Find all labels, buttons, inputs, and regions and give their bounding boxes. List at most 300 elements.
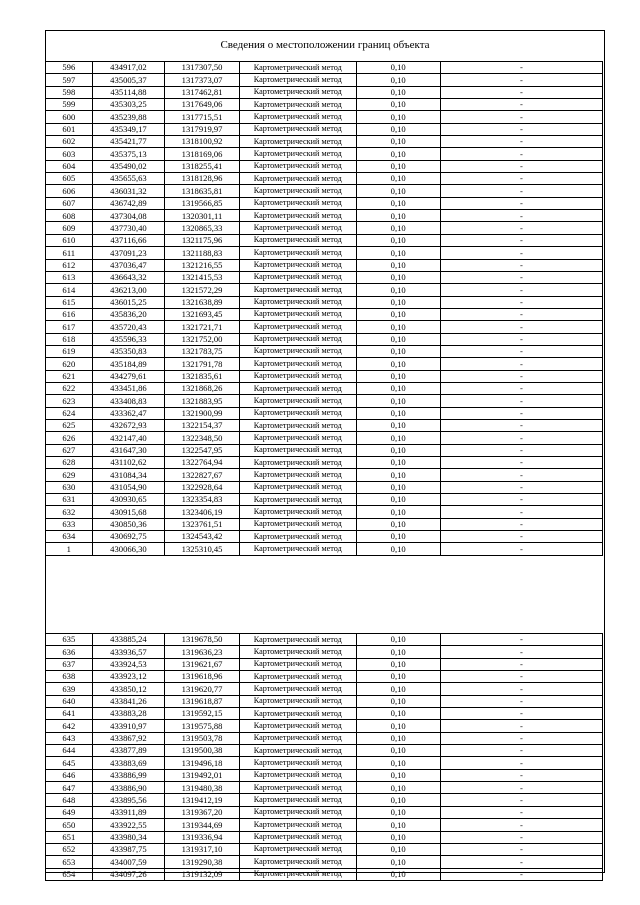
table-row [46,284,603,296]
coordinates-table-lower [45,633,603,881]
x-coordinate-cell: 432147,40 [92,432,165,444]
description-cell: - [440,62,602,74]
description-cell: - [440,432,602,444]
x-coordinate-cell: 436213,00 [92,284,165,296]
accuracy-cell: 0,10 [356,148,440,160]
accuracy-cell: 0,10 [356,358,440,370]
point-number-cell: 629 [46,469,93,481]
description-cell: - [440,732,602,744]
document-frame [45,30,605,879]
table-row [46,247,603,259]
table-row [46,358,603,370]
point-number-cell: 654 [46,868,93,880]
table-row [46,732,603,744]
y-coordinate-cell: 1319492,01 [165,769,240,781]
x-coordinate-cell: 435184,89 [92,358,165,370]
point-number-cell: 639 [46,683,93,695]
table-row [46,148,603,160]
description-cell: - [440,794,602,806]
accuracy-cell: 0,10 [356,843,440,855]
method-cell: Картометрический метод [239,271,356,283]
y-coordinate-cell: 1322928,64 [165,481,240,493]
table-row [46,806,603,818]
accuracy-cell: 0,10 [356,671,440,683]
description-cell: - [440,658,602,670]
method-cell: Картометрический метод [239,782,356,794]
description-cell: - [440,831,602,843]
accuracy-cell: 0,10 [356,806,440,818]
point-number-cell: 652 [46,843,93,855]
description-cell: - [440,819,602,831]
x-coordinate-cell: 433867,92 [92,732,165,744]
x-coordinate-cell: 433885,24 [92,634,165,646]
description-cell: - [440,358,602,370]
y-coordinate-cell: 1322348,50 [165,432,240,444]
accuracy-cell: 0,10 [356,395,440,407]
y-coordinate-cell: 1319336,94 [165,831,240,843]
accuracy-cell: 0,10 [356,419,440,431]
point-number-cell: 635 [46,634,93,646]
description-cell: - [440,769,602,781]
accuracy-cell: 0,10 [356,506,440,518]
y-coordinate-cell: 1322827,67 [165,469,240,481]
accuracy-cell: 0,10 [356,284,440,296]
x-coordinate-cell: 433911,89 [92,806,165,818]
accuracy-cell: 0,10 [356,831,440,843]
y-coordinate-cell: 1323406,19 [165,506,240,518]
description-cell: - [440,708,602,720]
description-cell: - [440,271,602,283]
accuracy-cell: 0,10 [356,345,440,357]
description-cell: - [440,543,602,555]
description-cell: - [440,745,602,757]
method-cell: Картометрический метод [239,160,356,172]
x-coordinate-cell: 435720,43 [92,321,165,333]
point-number-cell: 636 [46,646,93,658]
point-number-cell: 646 [46,769,93,781]
description-cell: - [440,99,602,111]
table-row [46,634,603,646]
y-coordinate-cell: 1319367,20 [165,806,240,818]
accuracy-cell: 0,10 [356,123,440,135]
table-row [46,370,603,382]
point-number-cell: 632 [46,506,93,518]
accuracy-cell: 0,10 [356,444,440,456]
description-cell: - [440,757,602,769]
description-cell: - [440,782,602,794]
table-row [46,444,603,456]
point-number-cell: 626 [46,432,93,444]
method-cell: Картометрический метод [239,457,356,469]
accuracy-cell: 0,10 [356,111,440,123]
x-coordinate-cell: 433877,89 [92,745,165,757]
y-coordinate-cell: 1318635,81 [165,185,240,197]
method-cell: Картометрический метод [239,123,356,135]
x-coordinate-cell: 433936,57 [92,646,165,658]
point-number-cell: 615 [46,296,93,308]
y-coordinate-cell: 1317462,81 [165,86,240,98]
y-coordinate-cell: 1322547,95 [165,444,240,456]
table-row [46,74,603,86]
description-cell: - [440,345,602,357]
accuracy-cell: 0,10 [356,173,440,185]
method-cell: Картометрический метод [239,432,356,444]
x-coordinate-cell: 435421,77 [92,136,165,148]
y-coordinate-cell: 1325310,45 [165,543,240,555]
point-number-cell: 643 [46,732,93,744]
description-cell: - [440,222,602,234]
y-coordinate-cell: 1319620,77 [165,683,240,695]
table-row [46,395,603,407]
point-number-cell: 613 [46,271,93,283]
point-number-cell: 601 [46,123,93,135]
x-coordinate-cell: 437091,23 [92,247,165,259]
method-cell: Картометрический метод [239,333,356,345]
description-cell: - [440,136,602,148]
y-coordinate-cell: 1321175,96 [165,234,240,246]
method-cell: Картометрический метод [239,794,356,806]
description-cell: - [440,843,602,855]
description-cell: - [440,419,602,431]
description-cell: - [440,868,602,880]
accuracy-cell: 0,10 [356,160,440,172]
table-row [46,173,603,185]
method-cell: Картометрический метод [239,136,356,148]
point-number-cell: 644 [46,745,93,757]
accuracy-cell: 0,10 [356,185,440,197]
description-cell: - [440,321,602,333]
y-coordinate-cell: 1321188,83 [165,247,240,259]
method-cell: Картометрический метод [239,358,356,370]
y-coordinate-cell: 1319575,88 [165,720,240,732]
method-cell: Картометрический метод [239,345,356,357]
method-cell: Картометрический метод [239,671,356,683]
point-number-cell: 634 [46,531,93,543]
accuracy-cell: 0,10 [356,271,440,283]
accuracy-cell: 0,10 [356,382,440,394]
table-row [46,819,603,831]
table-row [46,708,603,720]
method-cell: Картометрический метод [239,321,356,333]
point-number-cell: 637 [46,658,93,670]
method-cell: Картометрический метод [239,868,356,880]
method-cell: Картометрический метод [239,732,356,744]
description-cell: - [440,720,602,732]
y-coordinate-cell: 1319503,78 [165,732,240,744]
accuracy-cell: 0,10 [356,99,440,111]
accuracy-cell: 0,10 [356,308,440,320]
description-cell: - [440,86,602,98]
y-coordinate-cell: 1319132,09 [165,868,240,880]
description-cell: - [440,856,602,868]
point-number-cell: 617 [46,321,93,333]
y-coordinate-cell: 1321638,89 [165,296,240,308]
description-cell: - [440,333,602,345]
x-coordinate-cell: 433408,83 [92,395,165,407]
method-cell: Картометрический метод [239,185,356,197]
table-row [46,197,603,209]
accuracy-cell: 0,10 [356,469,440,481]
x-coordinate-cell: 437036,47 [92,259,165,271]
accuracy-cell: 0,10 [356,481,440,493]
table-row [46,99,603,111]
x-coordinate-cell: 435490,02 [92,160,165,172]
y-coordinate-cell: 1321835,61 [165,370,240,382]
point-number-cell: 599 [46,99,93,111]
table-row [46,494,603,506]
x-coordinate-cell: 433980,34 [92,831,165,843]
accuracy-cell: 0,10 [356,62,440,74]
table-row [46,62,603,74]
x-coordinate-cell: 435114,88 [92,86,165,98]
accuracy-cell: 0,10 [356,782,440,794]
description-cell: - [440,683,602,695]
method-cell: Картометрический метод [239,74,356,86]
x-coordinate-cell: 431084,34 [92,469,165,481]
y-coordinate-cell: 1319344,69 [165,819,240,831]
x-coordinate-cell: 434097,26 [92,868,165,880]
table-row [46,308,603,320]
x-coordinate-cell: 434279,61 [92,370,165,382]
y-coordinate-cell: 1317307,50 [165,62,240,74]
method-cell: Картометрический метод [239,720,356,732]
accuracy-cell: 0,10 [356,518,440,530]
point-number-cell: 651 [46,831,93,843]
y-coordinate-cell: 1320301,11 [165,210,240,222]
table-row [46,695,603,707]
table-row [46,136,603,148]
method-cell: Картометрический метод [239,518,356,530]
table-row [46,210,603,222]
table-row [46,856,603,868]
x-coordinate-cell: 433362,47 [92,407,165,419]
table-row [46,432,603,444]
description-cell: - [440,531,602,543]
method-cell: Картометрический метод [239,819,356,831]
description-cell: - [440,518,602,530]
x-coordinate-cell: 435375,13 [92,148,165,160]
method-cell: Картометрический метод [239,444,356,456]
method-cell: Картометрический метод [239,99,356,111]
description-cell: - [440,123,602,135]
y-coordinate-cell: 1317919,97 [165,123,240,135]
description-cell: - [440,284,602,296]
y-coordinate-cell: 1321752,00 [165,333,240,345]
description-cell: - [440,457,602,469]
method-cell: Картометрический метод [239,395,356,407]
x-coordinate-cell: 435350,83 [92,345,165,357]
point-number-cell: 619 [46,345,93,357]
accuracy-cell: 0,10 [356,333,440,345]
y-coordinate-cell: 1319500,38 [165,745,240,757]
y-coordinate-cell: 1319496,18 [165,757,240,769]
description-cell: - [440,407,602,419]
y-coordinate-cell: 1320865,33 [165,222,240,234]
description-cell: - [440,494,602,506]
method-cell: Картометрический метод [239,543,356,555]
description-cell: - [440,695,602,707]
table-row [46,658,603,670]
description-cell: - [440,469,602,481]
description-cell: - [440,506,602,518]
y-coordinate-cell: 1319317,10 [165,843,240,855]
point-number-cell: 608 [46,210,93,222]
page-title: Сведения о местоположении границ объекта [220,39,430,51]
method-cell: Картометрический метод [239,481,356,493]
table-row [46,782,603,794]
y-coordinate-cell: 1317715,51 [165,111,240,123]
y-coordinate-cell: 1319618,87 [165,695,240,707]
x-coordinate-cell: 433841,26 [92,695,165,707]
point-number-cell: 607 [46,197,93,209]
table-row [46,531,603,543]
accuracy-cell: 0,10 [356,74,440,86]
table-row [46,720,603,732]
accuracy-cell: 0,10 [356,222,440,234]
method-cell: Картометрический метод [239,86,356,98]
table-row [46,86,603,98]
method-cell: Картометрический метод [239,695,356,707]
point-number-cell: 611 [46,247,93,259]
description-cell: - [440,247,602,259]
method-cell: Картометрический метод [239,197,356,209]
table-row [46,543,603,555]
point-number-cell: 609 [46,222,93,234]
description-cell: - [440,481,602,493]
point-number-cell: 620 [46,358,93,370]
method-cell: Картометрический метод [239,62,356,74]
accuracy-cell: 0,10 [356,745,440,757]
table-row [46,745,603,757]
description-cell: - [440,370,602,382]
table-row [46,794,603,806]
x-coordinate-cell: 433451,86 [92,382,165,394]
point-number-cell: 623 [46,395,93,407]
point-number-cell: 600 [46,111,93,123]
method-cell: Картометрический метод [239,769,356,781]
x-coordinate-cell: 435655,63 [92,173,165,185]
point-number-cell: 627 [46,444,93,456]
method-cell: Картометрический метод [239,173,356,185]
method-cell: Картометрический метод [239,308,356,320]
table-row [46,123,603,135]
x-coordinate-cell: 430066,30 [92,543,165,555]
table-row [46,321,603,333]
table-row [46,234,603,246]
table-row [46,222,603,234]
method-cell: Картометрический метод [239,296,356,308]
x-coordinate-cell: 434007,59 [92,856,165,868]
y-coordinate-cell: 1317373,07 [165,74,240,86]
accuracy-cell: 0,10 [356,494,440,506]
point-number-cell: 625 [46,419,93,431]
description-cell: - [440,308,602,320]
x-coordinate-cell: 435836,20 [92,308,165,320]
method-cell: Картометрический метод [239,856,356,868]
method-cell: Картометрический метод [239,646,356,658]
x-coordinate-cell: 433883,28 [92,708,165,720]
x-coordinate-cell: 430915,68 [92,506,165,518]
method-cell: Картометрический метод [239,757,356,769]
coordinates-table-upper [45,61,603,556]
description-cell: - [440,210,602,222]
accuracy-cell: 0,10 [356,136,440,148]
x-coordinate-cell: 436015,25 [92,296,165,308]
accuracy-cell: 0,10 [356,856,440,868]
accuracy-cell: 0,10 [356,634,440,646]
method-cell: Картометрический метод [239,683,356,695]
description-cell: - [440,382,602,394]
y-coordinate-cell: 1318128,96 [165,173,240,185]
y-coordinate-cell: 1319412,19 [165,794,240,806]
accuracy-cell: 0,10 [356,234,440,246]
point-number-cell: 602 [46,136,93,148]
method-cell: Картометрический метод [239,259,356,271]
description-cell: - [440,671,602,683]
accuracy-cell: 0,10 [356,247,440,259]
description-cell: - [440,160,602,172]
method-cell: Картометрический метод [239,806,356,818]
table-row [46,868,603,880]
table-row [46,185,603,197]
table-row [46,407,603,419]
table-row [46,481,603,493]
accuracy-cell: 0,10 [356,407,440,419]
y-coordinate-cell: 1321791,78 [165,358,240,370]
point-number-cell: 618 [46,333,93,345]
method-cell: Картометрический метод [239,419,356,431]
point-number-cell: 645 [46,757,93,769]
x-coordinate-cell: 433922,55 [92,819,165,831]
accuracy-cell: 0,10 [356,86,440,98]
table-row [46,345,603,357]
y-coordinate-cell: 1317649,06 [165,99,240,111]
y-coordinate-cell: 1321783,75 [165,345,240,357]
x-coordinate-cell: 437304,08 [92,210,165,222]
method-cell: Картометрический метод [239,111,356,123]
y-coordinate-cell: 1318255,41 [165,160,240,172]
point-number-cell: 605 [46,173,93,185]
x-coordinate-cell: 433924,53 [92,658,165,670]
accuracy-cell: 0,10 [356,819,440,831]
x-coordinate-cell: 433883,69 [92,757,165,769]
x-coordinate-cell: 436742,89 [92,197,165,209]
description-cell: - [440,296,602,308]
table-row [46,296,603,308]
y-coordinate-cell: 1323354,83 [165,494,240,506]
point-number-cell: 622 [46,382,93,394]
y-coordinate-cell: 1321216,55 [165,259,240,271]
method-cell: Картометрический метод [239,222,356,234]
point-number-cell: 621 [46,370,93,382]
table-row [46,259,603,271]
table-row [46,271,603,283]
accuracy-cell: 0,10 [356,757,440,769]
method-cell: Картометрический метод [239,234,356,246]
accuracy-cell: 0,10 [356,321,440,333]
method-cell: Картометрический метод [239,247,356,259]
point-number-cell: 631 [46,494,93,506]
point-number-cell: 610 [46,234,93,246]
y-coordinate-cell: 1319592,15 [165,708,240,720]
method-cell: Картометрический метод [239,506,356,518]
point-number-cell: 606 [46,185,93,197]
table-row [46,646,603,658]
x-coordinate-cell: 435349,17 [92,123,165,135]
y-coordinate-cell: 1321693,45 [165,308,240,320]
method-cell: Картометрический метод [239,708,356,720]
point-number-cell: 628 [46,457,93,469]
